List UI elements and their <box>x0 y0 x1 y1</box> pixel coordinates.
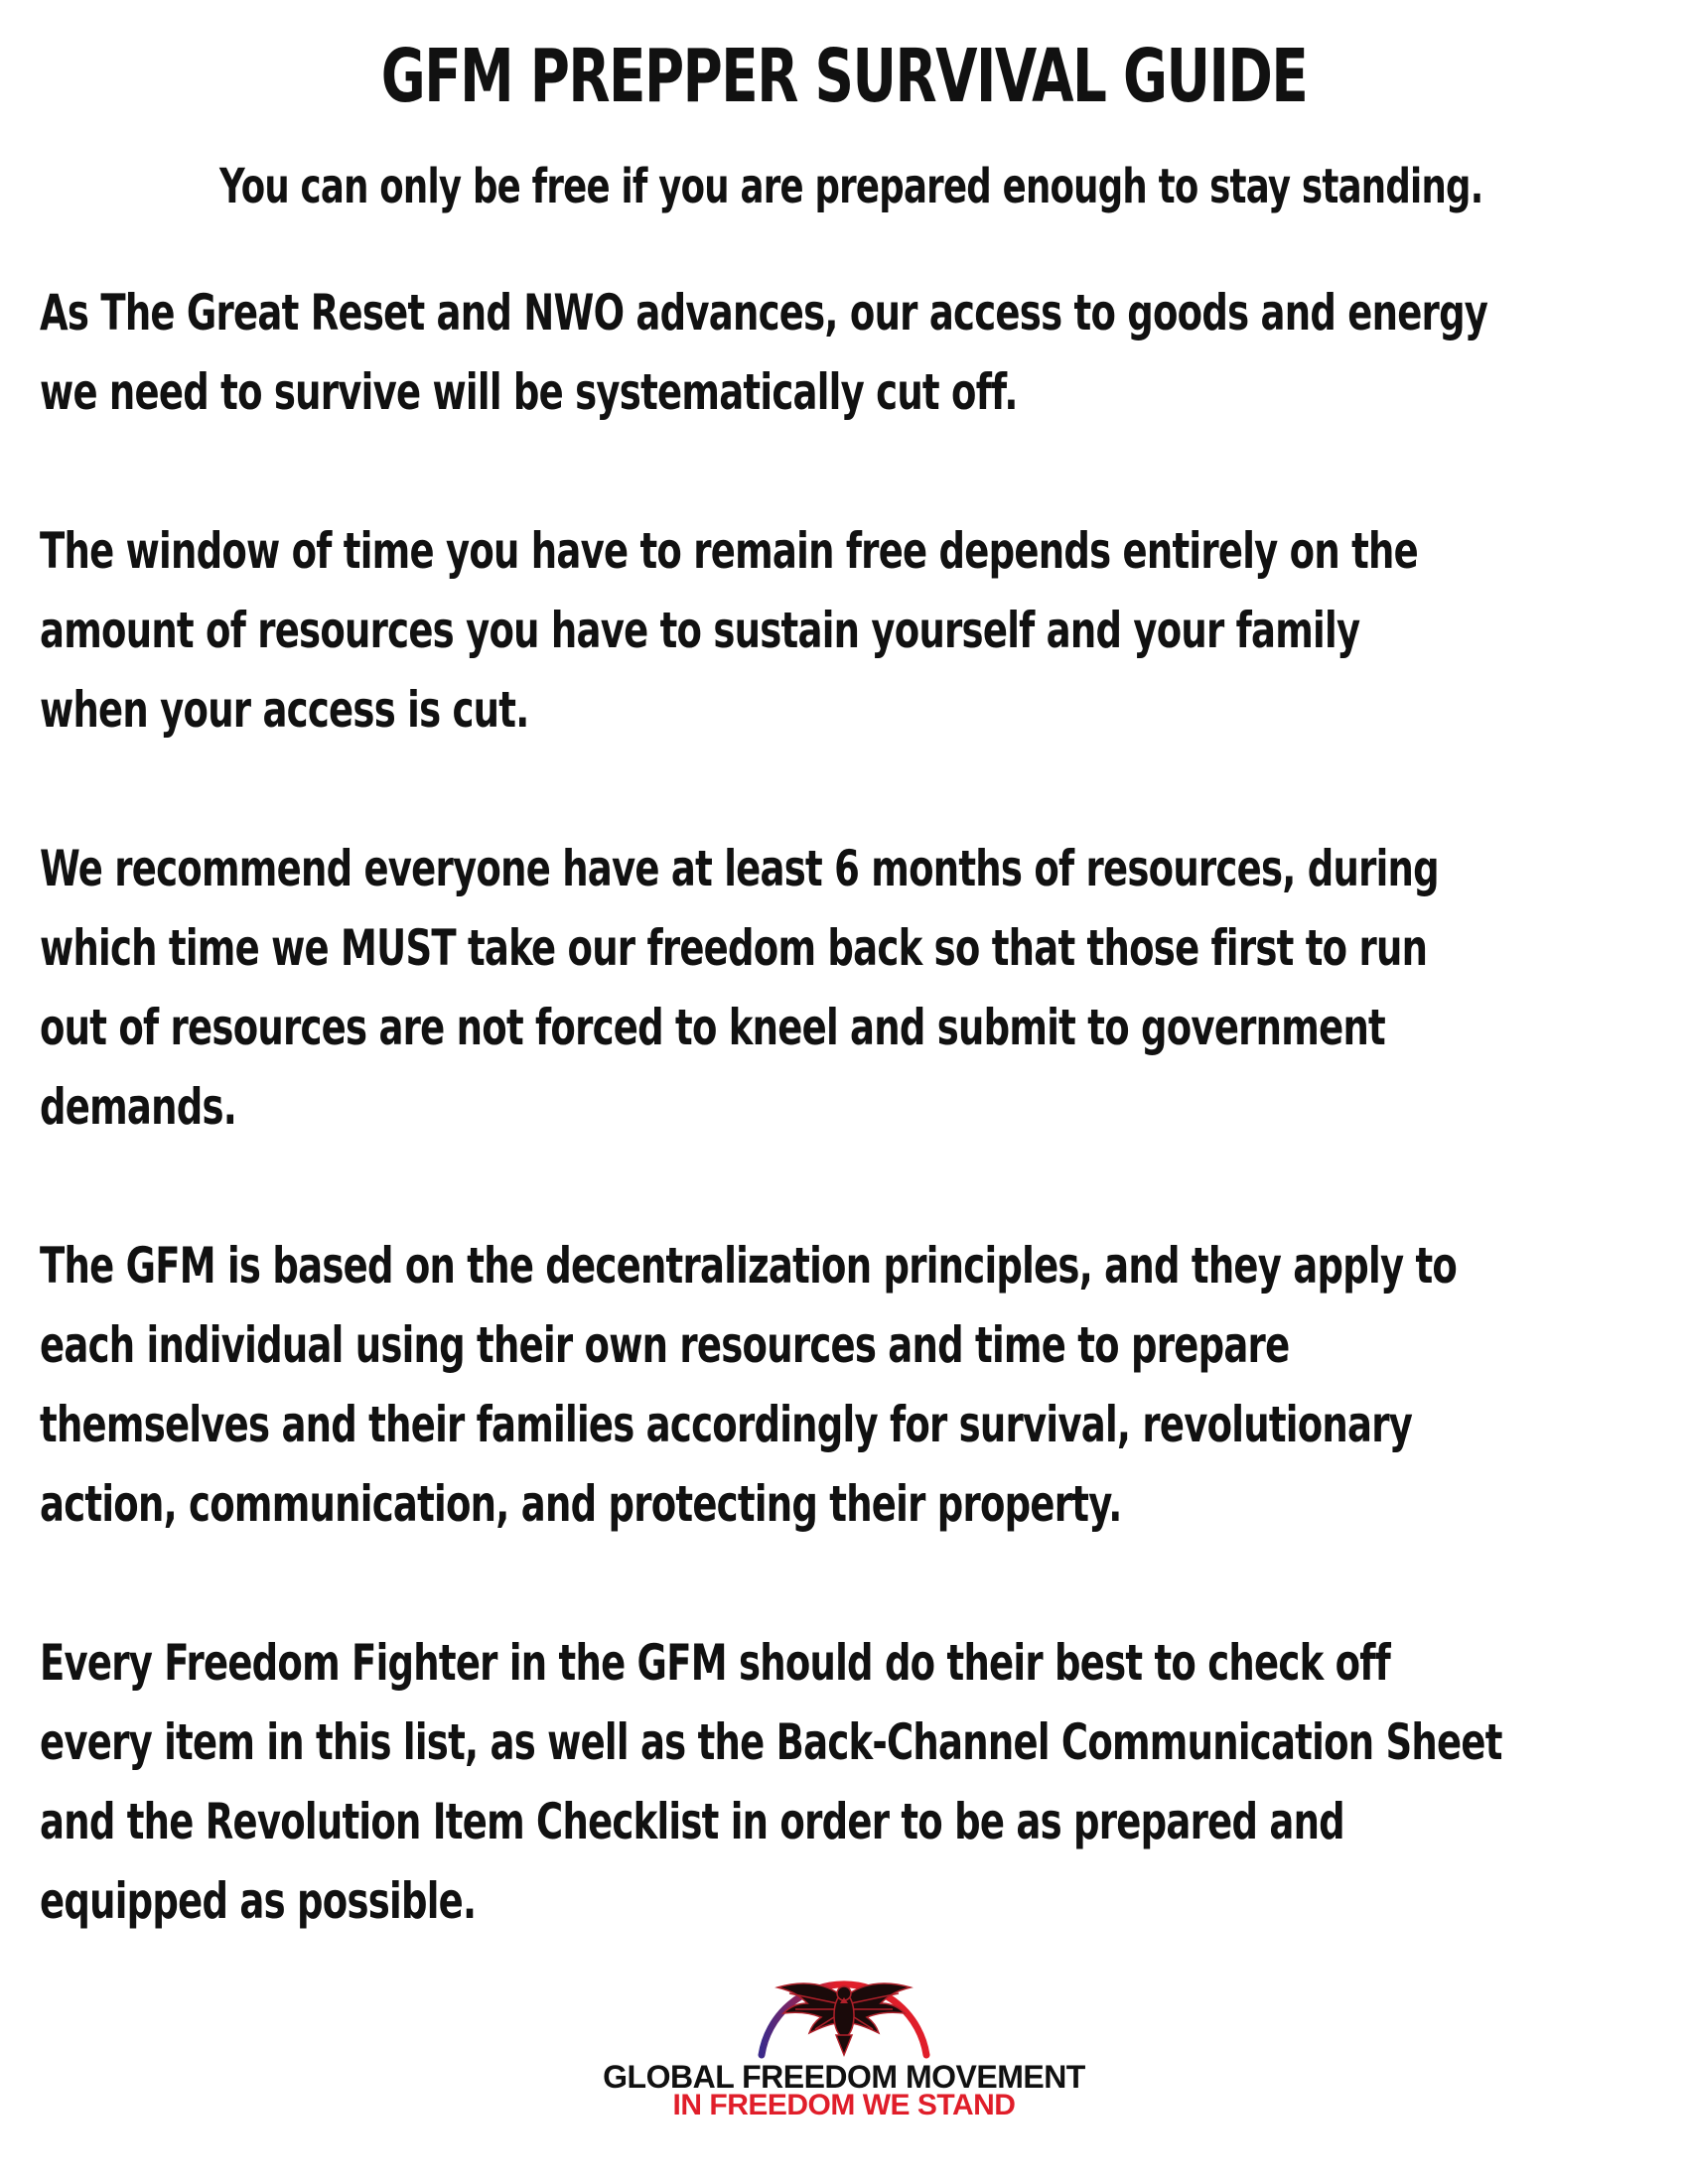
paragraph: As The Great Reset and NWO advances, our access to goods and energy we need to survive will be systematically cut off. <box>40 284 1488 421</box>
page-subtitle: You can only be free if you are prepared enough to stay standing. <box>219 159 1483 214</box>
logo-org-name: GLOBAL FREEDOM MOVEMENT <box>603 2059 1085 2095</box>
paragraph: The window of time you have to remain free depends entirely on the amount of resources you have to sustain yourself and your family when your access is cut. <box>40 522 1419 739</box>
logo-motto: IN FREEDOM WE STAND <box>672 2089 1016 2121</box>
body-text <box>40 273 1649 1941</box>
paragraph: We recommend everyone have at least 6 months of resources, during which time we MUST take our freedom back so that those first to run out of resources are not forced to kneel and submit to government demands. <box>40 840 1439 1136</box>
page-title: GFM PREPPER SURVIVAL GUIDE <box>380 34 1308 119</box>
paragraph: Every Freedom Fighter in the GFM should do their best to check off every item in this list, as well as the Back-Channel Communication Sheet and the Revolution Item Checklist in order to be as prepared and equipped as possible. <box>40 1634 1502 1930</box>
paragraph: The GFM is based on the decentralization principles, and they apply to each individual using their own resources and time to prepare themselves and their families accordingly for survival, revolutionary action, communication, and protecting their property. <box>40 1237 1458 1533</box>
gfm-logo <box>566 1944 1122 2142</box>
eagle-icon <box>750 1944 938 2063</box>
